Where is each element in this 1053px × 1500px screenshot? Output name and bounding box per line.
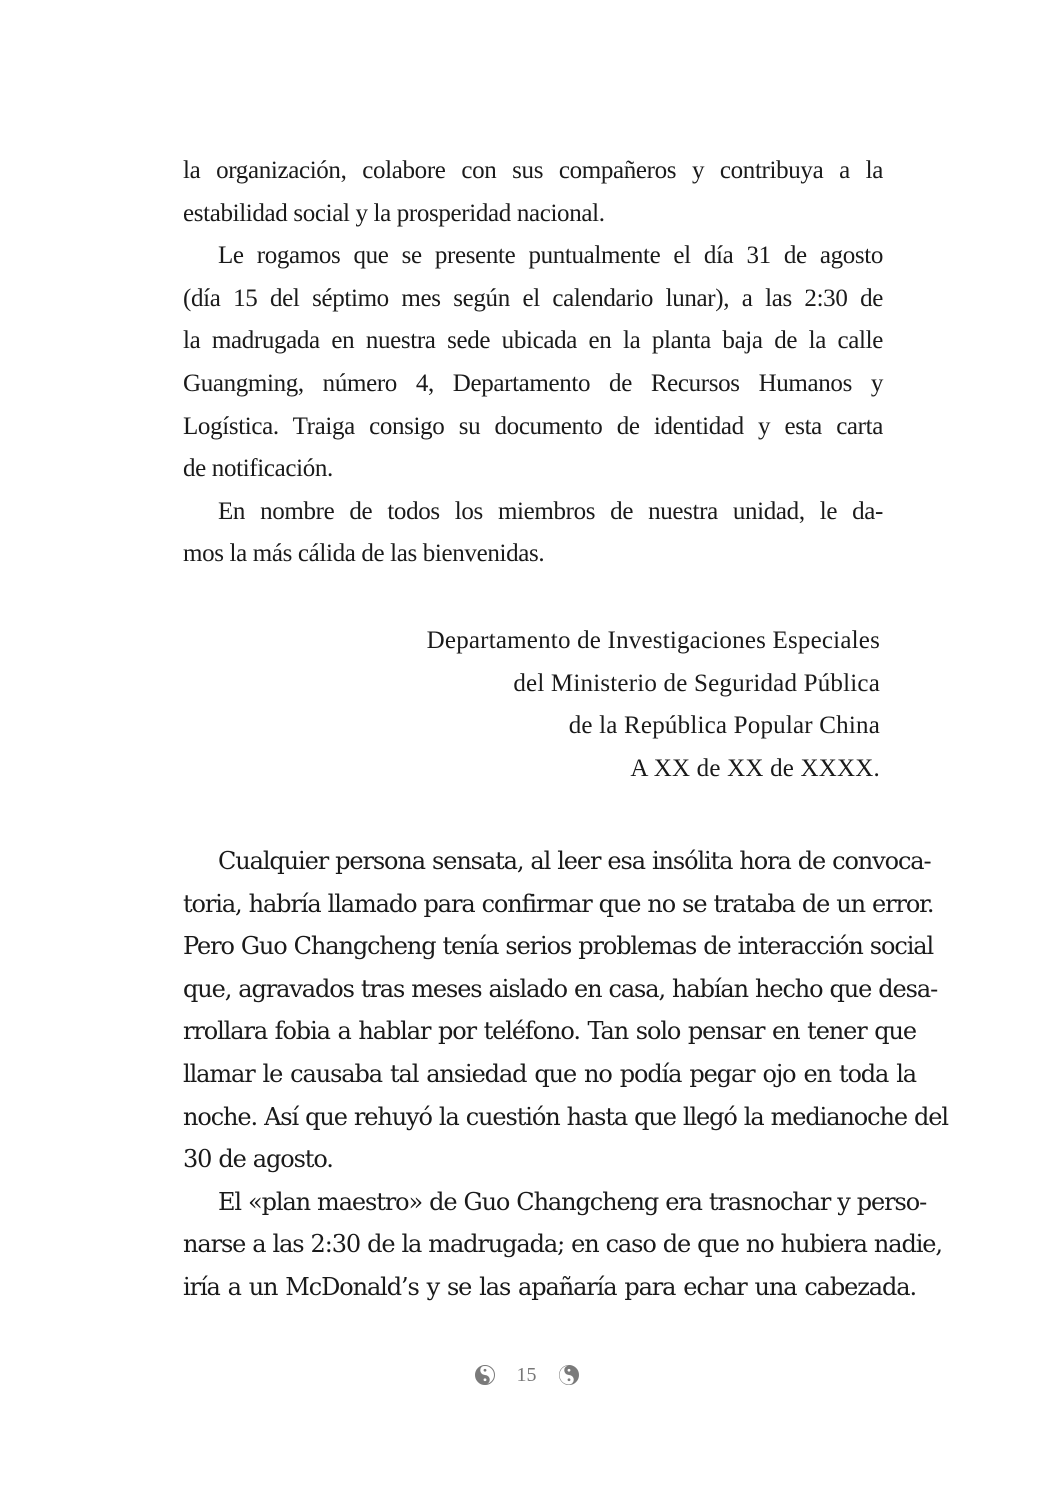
text-line: narse a las 2:30 de la madrugada; en caso de que no hubiera nadie, — [183, 1230, 942, 1259]
text-line: (día 15 del séptimo mes según el calendario lunar), a las 2:30 de — [183, 284, 883, 312]
letter-signature-block — [380, 620, 880, 790]
notification-letter-body — [183, 150, 883, 576]
text-line: la organización, colabore con sus compañeros y contribuya a la — [183, 157, 883, 184]
text-line: llamar le causaba tal ansiedad que no podía pegar ojo en toda la — [183, 1059, 916, 1088]
text-line: Le rogamos que se presente puntualmente el día 31 de agosto — [218, 242, 883, 270]
yin-yang-icon — [475, 1365, 495, 1385]
text-line: de notificación. — [183, 455, 333, 483]
yin-yang-icon — [559, 1365, 579, 1385]
text-line: toria, habría llamado para confirmar que no se trataba de un error. — [183, 889, 934, 918]
signature-line: del Ministerio de Seguridad Pública — [513, 669, 880, 697]
text-line: Cualquier persona sensata, al leer esa insólita hora de convoca- — [218, 847, 931, 875]
narrative-body — [183, 840, 948, 1309]
signature-line: de la República Popular China — [568, 712, 880, 740]
page-footer — [0, 1358, 1053, 1392]
text-line: El «plan maestro» de Guo Changcheng era trasnochar y perso- — [218, 1187, 927, 1216]
text-line: noche. Así que rehuyó la cuestión hasta que llegó la medianoche del — [183, 1102, 948, 1131]
text-line: la madrugada en nuestra sede ubicada en la planta baja de la calle — [183, 327, 883, 355]
text-line: En nombre de todos los miembros de nuestra unidad, le da- — [218, 497, 883, 525]
text-line: iría a un McDonald’s y se las apañaría para echar una cabezada. — [183, 1272, 916, 1301]
text-line: que, agravados tras meses aislado en casa, habían hecho que desa- — [183, 974, 938, 1003]
text-line: mos la más cálida de las bienvenidas. — [183, 540, 545, 568]
signature-date: A XX de XX de XXXX. — [630, 754, 880, 782]
text-line: 30 de agosto. — [183, 1145, 333, 1174]
signature-line: Departamento de Investigaciones Especiales — [426, 627, 880, 654]
text-line: Guangming, número 4, Departamento de Recursos Humanos y — [183, 369, 883, 397]
text-line: Pero Guo Changcheng tenía serios problemas de interacción social — [183, 932, 934, 961]
page-number: 15 — [516, 1363, 537, 1386]
text-line: estabilidad social y la prosperidad nacional. — [183, 199, 605, 227]
text-line: Logística. Traiga consigo su documento de identidad y esta carta — [183, 412, 883, 440]
text-line: rrollara fobia a hablar por teléfono. Tan solo pensar en tener que — [183, 1017, 916, 1046]
